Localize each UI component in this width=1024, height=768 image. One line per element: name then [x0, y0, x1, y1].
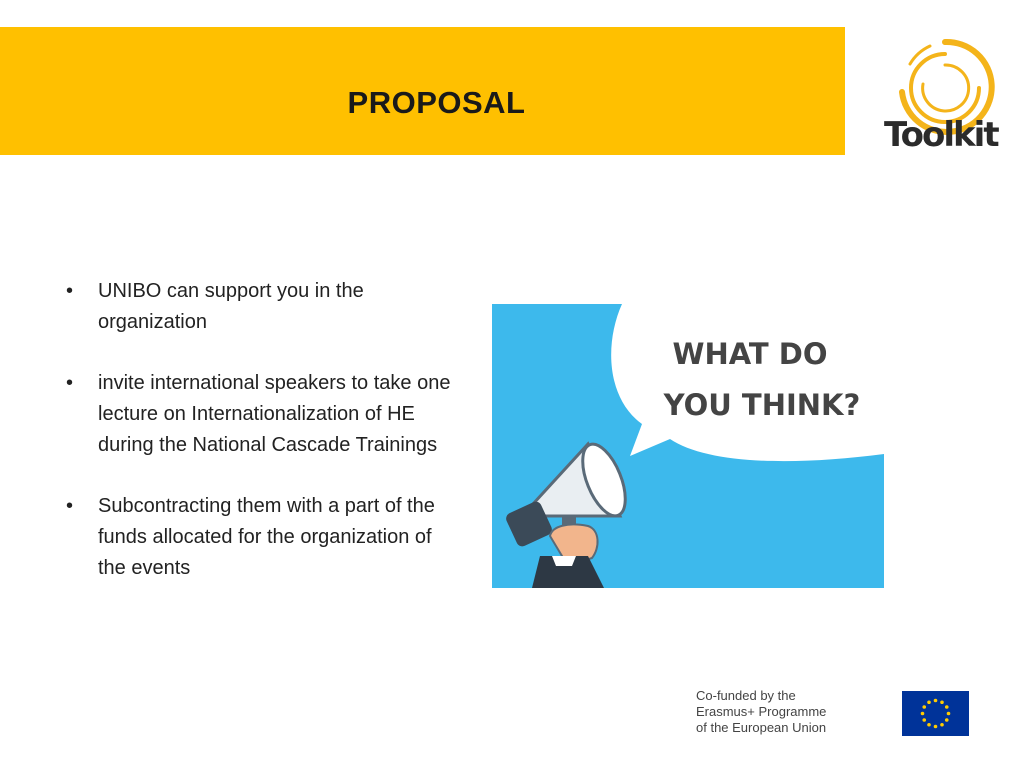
eu-star-icon: [945, 718, 949, 722]
cofunded-line: Co-funded by the: [696, 688, 796, 703]
cofunded-line: of the European Union: [696, 720, 827, 735]
megaphone-illustration: [492, 304, 884, 588]
bullet-item: • invite international speakers to take one lecture on Internationalization of HE during the National Cascade Trainings: [64, 368, 464, 461]
eu-flag-icon: [902, 691, 969, 736]
eu-star-icon: [940, 723, 944, 727]
eu-star-icon: [922, 718, 926, 722]
bubble-text-line1: WHAT DO: [672, 337, 828, 371]
bullet-list: [64, 276, 464, 614]
eu-star-icon: [927, 700, 931, 704]
eu-star-icon: [922, 705, 926, 709]
eu-star-icon: [934, 699, 938, 703]
toolkit-logo-text: Toolkit: [884, 115, 998, 155]
eu-star-icon: [934, 725, 938, 729]
eu-star-icon: [921, 712, 925, 716]
eu-star-icon: [940, 700, 944, 704]
bubble-text-line2: YOU THINK?: [663, 388, 861, 422]
eu-star-icon: [945, 705, 949, 709]
eu-star-icon: [947, 712, 951, 716]
cofunded-line: Erasmus+ Programme: [696, 704, 827, 719]
eu-star-icon: [927, 723, 931, 727]
slide-title: PROPOSAL: [347, 85, 526, 120]
bullet-item: • Subcontracting them with a part of the funds allocated for the organization of the events: [64, 491, 464, 584]
bullet-item: • UNIBO can support you in the organization: [64, 276, 464, 338]
cofunded-text: [696, 688, 896, 736]
